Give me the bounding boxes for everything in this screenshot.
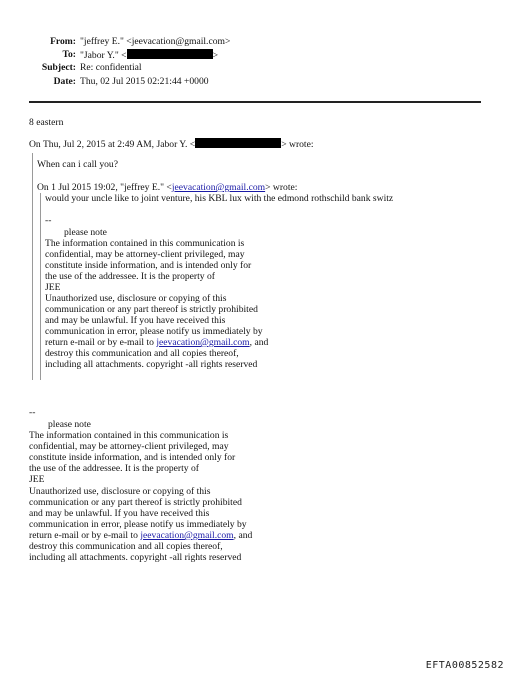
quote-bar-inner xyxy=(40,193,41,380)
venture-text: would your uncle like to joint venture, his KBL lux with the edmond rothschild bank switz xyxy=(45,193,394,204)
document-id: EFTA00852582 xyxy=(425,660,504,671)
quote1-post: > wrote: xyxy=(281,139,314,150)
disclaimer-line xyxy=(45,337,268,348)
disclaimer-line-post: , and xyxy=(249,337,269,348)
disclaimer-line: the use of the addressee. It is the property of xyxy=(45,271,215,282)
subject-value: Re: confidential xyxy=(80,62,142,74)
to-name: "Jabor Y." < xyxy=(80,49,127,61)
disclaimer-line-pre: return e-mail or by e-mail to xyxy=(45,337,157,348)
quote2-pre: On 1 Jul 2015 19:02, "jeffrey E." < xyxy=(37,182,172,193)
when-call-text: When can i call you? xyxy=(37,159,118,170)
disclaimer-line: constitute inside information, and is intended only for xyxy=(29,452,236,463)
date-label: Date: xyxy=(53,75,76,87)
quote-attribution-2 xyxy=(37,182,297,193)
disclaimer-note: please note xyxy=(48,419,91,430)
disclaimer-line: and may be unlawful. If you have received this xyxy=(45,315,226,326)
disclaimer-line: including all attachments. copyright -all rights reserved xyxy=(45,359,258,370)
quote-bar-outer xyxy=(32,153,33,380)
disclaimer-line: The information contained in this communication is xyxy=(29,430,229,441)
quote-attribution-1 xyxy=(29,138,314,150)
disclaimer-line: confidential, may be attorney-client privileged, may xyxy=(45,249,245,260)
disclaimer-line: communication or any part thereof is strictly prohibited xyxy=(29,497,242,508)
disclaimer-line: constitute inside information, and is intended only for xyxy=(45,260,252,271)
reply-text: 8 eastern xyxy=(29,117,64,128)
disclaimer-line xyxy=(29,530,252,541)
disclaimer-line: destroy this communication and all copies thereof, xyxy=(45,348,239,359)
header-divider xyxy=(29,101,481,103)
email-link[interactable]: jeevacation@gmail.com xyxy=(140,530,234,541)
email-link[interactable]: jeevacation@gmail.com xyxy=(171,182,266,193)
quote2-post: > wrote: xyxy=(265,182,298,193)
date-value: Thu, 02 Jul 2015 02:21:44 +0000 xyxy=(80,75,209,87)
redaction-box xyxy=(195,138,281,148)
disclaimer-line: communication in error, please notify us immediately by xyxy=(29,519,247,530)
subject-label: Subject: xyxy=(41,62,76,74)
signature-dashes: -- xyxy=(29,407,36,418)
disclaimer-line: including all attachments. copyright -all rights reserved xyxy=(29,552,242,563)
from-label: From: xyxy=(50,35,76,47)
disclaimer-line: JEE xyxy=(29,474,45,485)
to-value xyxy=(80,49,218,61)
disclaimer-line: JEE xyxy=(45,282,61,293)
to-end: > xyxy=(212,49,218,61)
disclaimer-line: the use of the addressee. It is the property of xyxy=(29,463,199,474)
quote1-pre: On Thu, Jul 2, 2015 at 2:49 AM, Jabor Y. < xyxy=(29,139,196,150)
disclaimer-line: Unauthorized use, disclosure or copying of this xyxy=(29,486,211,497)
disclaimer-line: and may be unlawful. If you have received this xyxy=(29,508,210,519)
disclaimer-line-pre: return e-mail or by e-mail to xyxy=(29,530,141,541)
to-label: To: xyxy=(62,49,76,61)
disclaimer-line: confidential, may be attorney-client privileged, may xyxy=(29,441,229,452)
from-value: "jeffrey E." <jeevacation@gmail.com> xyxy=(80,35,231,47)
email-link[interactable]: jeevacation@gmail.com xyxy=(156,337,250,348)
disclaimer-line-post: , and xyxy=(233,530,253,541)
subject-row xyxy=(0,61,512,74)
email-header xyxy=(0,35,512,88)
redaction-box xyxy=(127,49,213,59)
from-row xyxy=(0,35,512,48)
disclaimer-line: Unauthorized use, disclosure or copying of this xyxy=(45,293,227,304)
disclaimer-line: destroy this communication and all copies thereof, xyxy=(29,541,223,552)
to-row xyxy=(0,48,512,61)
date-row xyxy=(0,75,512,88)
disclaimer-note: please note xyxy=(64,227,107,238)
disclaimer-line: communication in error, please notify us immediately by xyxy=(45,326,263,337)
disclaimer-line: The information contained in this communication is xyxy=(45,238,245,249)
disclaimer-line: communication or any part thereof is strictly prohibited xyxy=(45,304,258,315)
signature-dashes: -- xyxy=(45,215,52,226)
